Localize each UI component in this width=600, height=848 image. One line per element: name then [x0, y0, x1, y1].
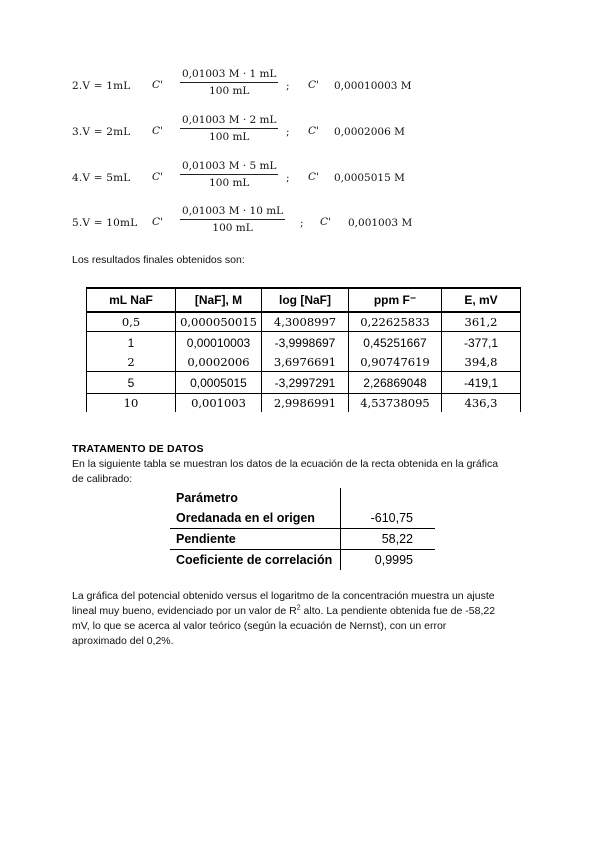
table-row: [170, 550, 435, 571]
table-cell: 1: [87, 332, 176, 354]
superscript: 2: [296, 604, 301, 612]
concentration-symbol: C': [152, 171, 163, 183]
fraction-numerator: 0,01003 M · 1 mL: [180, 68, 278, 83]
table-cell: 0,0002006: [176, 353, 262, 372]
section-intro-line-2: de calibrado:: [72, 473, 133, 485]
equation-result: 0,00010003 M: [334, 80, 412, 92]
table-cell: [341, 488, 436, 508]
equation-3: [72, 114, 432, 154]
fraction-numerator: 0,01003 M · 2 mL: [180, 114, 278, 129]
table-cell: 0,22625833: [349, 312, 442, 332]
equation-2: [72, 68, 432, 108]
parameter-name: Coeficiente de correlación: [170, 550, 341, 571]
fraction-numerator: 0,01003 M · 5 mL: [180, 160, 278, 175]
table-row: [87, 394, 521, 413]
table-row: [87, 353, 521, 372]
table-cell: -419,1: [442, 372, 521, 394]
concentration-symbol: C': [152, 125, 163, 137]
conclusion-text: alto. La pendiente obtenida fue de -58,22: [300, 605, 496, 617]
column-header: log [NaF]: [262, 288, 349, 312]
concentration-symbol: C': [320, 216, 331, 228]
concentration-symbol: C': [308, 125, 319, 137]
concentration-symbol: C': [308, 171, 319, 183]
table-cell: 10: [87, 394, 176, 413]
table-cell: 394,8: [442, 353, 521, 372]
equation-4: [72, 160, 432, 200]
equation-lhs: 4.V = 5mL: [72, 172, 131, 184]
table-cell: 3,6976691: [262, 353, 349, 372]
equation-result: 0,0002006 M: [334, 126, 405, 138]
table-cell: 2: [87, 353, 176, 372]
table-cell: 4,3008997: [262, 312, 349, 332]
fraction: [180, 68, 278, 97]
table-header-row: [87, 288, 521, 312]
column-header: ppm F⁻: [349, 288, 442, 312]
table-row: [87, 372, 521, 394]
parameter-name: Pendiente: [170, 529, 341, 550]
table-cell: 0,45251667: [349, 332, 442, 354]
equation-result: 0,0005015 M: [334, 172, 405, 184]
table-cell: -3,2997291: [262, 372, 349, 394]
conclusion-line: aproximado del 0,2%.: [72, 635, 174, 647]
table-cell: 2,9986991: [262, 394, 349, 413]
fraction: [180, 205, 285, 234]
table-cell: 0,001003: [176, 394, 262, 413]
table-cell: -377,1: [442, 332, 521, 354]
section-heading: TRATAMENTO DE DATOS: [72, 443, 204, 455]
equation-lhs: 5.V = 10mL: [72, 217, 138, 229]
conclusion-line: La gráfica del potencial obtenido versus el logaritmo de la concentración muestra un ajuste: [72, 590, 495, 602]
parameter-header: Parámetro: [170, 488, 341, 508]
conclusion-line: [72, 604, 532, 619]
concentration-symbol: C': [308, 79, 319, 91]
column-header: [NaF], M: [176, 288, 262, 312]
parameter-value: 0,9995: [374, 553, 413, 567]
separator: ;: [286, 80, 290, 92]
equation-result: 0,001003 M: [348, 217, 413, 229]
fraction-denominator: 100 mL: [212, 222, 253, 234]
table-cell: 5: [87, 372, 176, 394]
table-cell: 0,00010003: [176, 332, 262, 354]
equation-5: [72, 205, 432, 245]
parameter-name: Oredanada en el origen: [170, 508, 341, 529]
table-cell: 4,53738095: [349, 394, 442, 413]
separator: ;: [286, 126, 290, 138]
concentration-symbol: C': [152, 79, 163, 91]
parameter-value: -610,75: [341, 508, 436, 529]
fraction-numerator: 0,01003 M · 10 mL: [180, 205, 285, 220]
conclusion-paragraph: [72, 589, 532, 649]
table-header-row: [170, 488, 435, 508]
table-cell: 0,90747619: [349, 353, 442, 372]
fraction: [180, 114, 278, 143]
table-cell: 436,3: [442, 394, 521, 413]
results-table: [86, 287, 521, 412]
separator: ;: [300, 217, 304, 229]
table-cell: 2,26869048: [349, 372, 442, 394]
fraction-denominator: 100 mL: [209, 131, 250, 143]
conclusion-line: mV, lo que se acerca al valor teórico (según la ecuación de Nernst), con un error: [72, 620, 447, 632]
table-row: [87, 312, 521, 332]
results-intro: Los resultados finales obtenidos son:: [72, 254, 245, 266]
table-cell: 0,0005015: [176, 372, 262, 394]
parameter-table: [170, 488, 435, 570]
equation-lhs: 3.V = 2mL: [72, 126, 131, 138]
table-row: [170, 529, 435, 550]
equation-lhs: 2.V = 1mL: [72, 80, 131, 92]
table-cell: 0,000050015: [176, 312, 262, 332]
fraction-denominator: 100 mL: [209, 177, 250, 189]
conclusion-text: lineal muy bueno, evidenciado por un valor de R: [72, 605, 297, 617]
parameter-value: 58,22: [341, 529, 436, 550]
section-intro-line-1: En la siguiente tabla se muestran los datos de la ecuación de la recta obtenida en la gráfica: [72, 458, 499, 470]
fraction-denominator: 100 mL: [209, 85, 250, 97]
table-cell: 361,2: [442, 312, 521, 332]
table-cell: 0,5: [87, 312, 176, 332]
table-cell: -3,9998697: [262, 332, 349, 354]
separator: ;: [286, 172, 290, 184]
concentration-symbol: C': [152, 216, 163, 228]
column-header: mL NaF: [87, 288, 176, 312]
column-header: E, mV: [442, 288, 521, 312]
table-row: [170, 508, 435, 529]
table-row: [87, 332, 521, 354]
fraction: [180, 160, 278, 189]
